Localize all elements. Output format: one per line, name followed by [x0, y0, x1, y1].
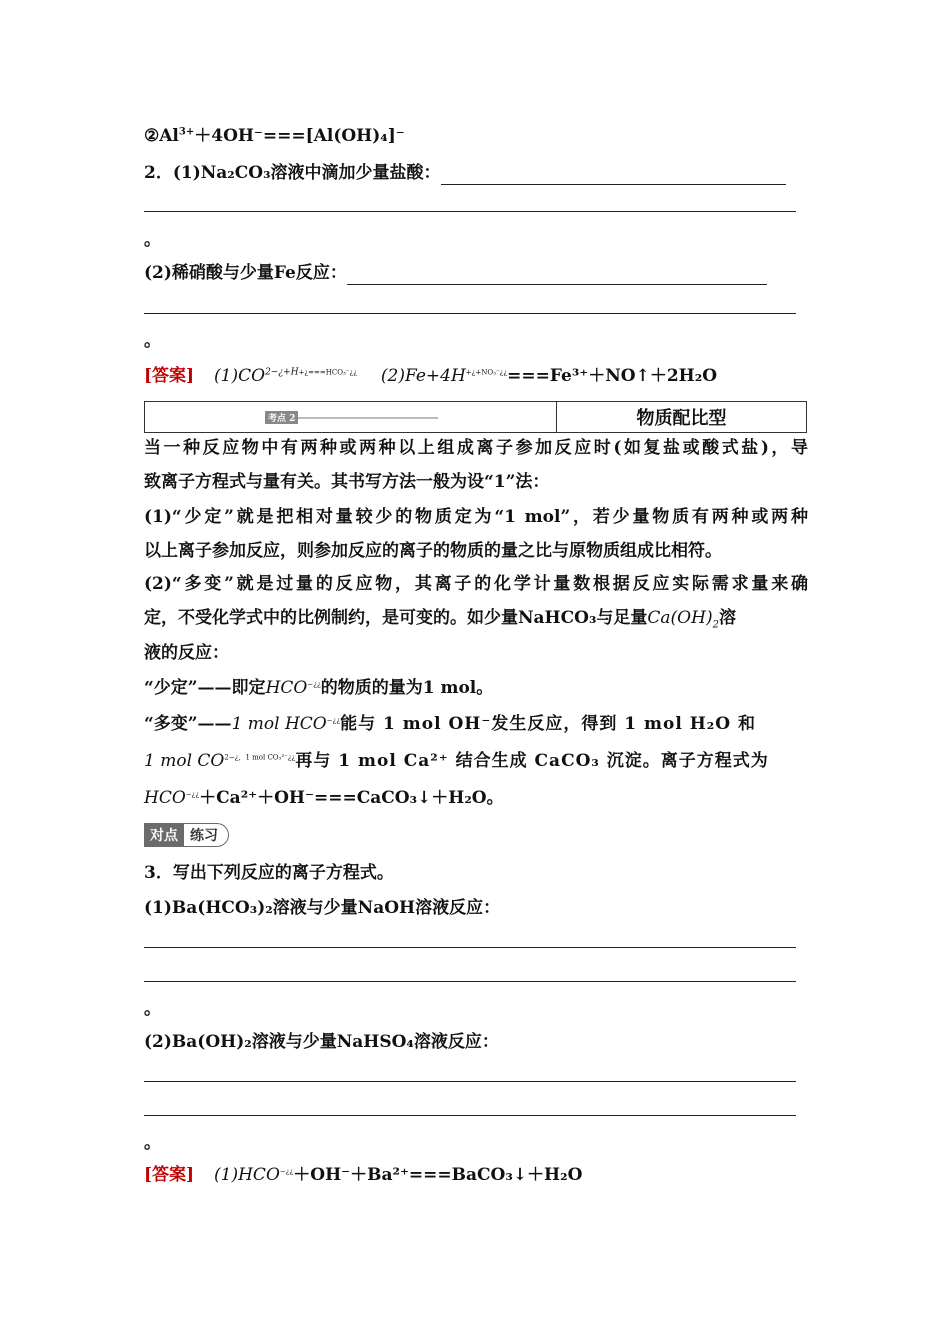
question-3: 3．写出下列反应的离子方程式。	[144, 863, 394, 883]
question-text: 2．(1)Na₂CO₃溶液中滴加少量盐酸：	[144, 163, 441, 183]
formula: ＋OH⁻＋Ba²⁺===BaCO₃↓＋H₂O	[293, 1165, 583, 1185]
paragraph-line: 致离子方程式与量有关。其书写方法一般为设“1”法：	[144, 472, 550, 492]
kp-badge: 考点 2	[265, 411, 298, 424]
equation-text: ＋4OH⁻===[Al(OH)₄]⁻	[194, 126, 405, 146]
formula: Fe+4H	[404, 366, 466, 386]
paragraph-line	[144, 676, 808, 700]
question-3-2: (2)Ba(OH)₂溶液与少量NaHSO₄溶液反应：	[144, 1032, 499, 1052]
formula: HCO	[144, 788, 186, 808]
formula: ===Fe³⁺＋NO↑＋2H₂O	[507, 366, 717, 386]
text: “多变”——	[144, 714, 232, 734]
equation-text: ②Al	[144, 126, 179, 146]
superscript: 2−¿，1 mol CO₃²⁻¿¿	[224, 753, 296, 762]
period-mark	[144, 329, 808, 353]
text: 再与 1 mol Ca²⁺ 结合生成 CaCO₃ 沉淀。离子方程式为	[295, 751, 769, 771]
period-mark	[144, 228, 808, 252]
subscript: 2	[712, 619, 719, 631]
question-2-1	[144, 161, 808, 185]
text: 能与 1 mol OH⁻发生反应，得到 1 mol H₂O 和	[340, 714, 756, 734]
answer-part: (2)	[380, 366, 405, 386]
paragraph-line: 当一种反应物中有两种或两种以上组成离子参加反应时(如复盐或酸式盐)，导	[144, 438, 808, 458]
answer-label: [答案]	[144, 1165, 195, 1185]
paragraph-line: (2)“多变”就是过量的反应物，其离子的化学计量数根据反应实际需求量来确	[144, 574, 808, 594]
period: 。	[144, 1133, 161, 1153]
answer-label: [答案]	[144, 366, 195, 386]
answer-blank-line[interactable]	[144, 947, 796, 948]
paragraph-line	[144, 606, 808, 630]
kp-title: 物质配比型	[557, 402, 807, 433]
answer-line-3	[144, 1163, 808, 1187]
question-2-2	[144, 261, 808, 285]
paragraph-line: (1)“少定”就是把相对量较少的物质定为“1 mol”，若少量物质有两种或两种	[144, 507, 808, 527]
answer-line-2	[144, 364, 808, 388]
period-mark	[144, 997, 808, 1021]
superscript: +¿+NO₃⁻¿¿	[465, 368, 508, 377]
period: 。	[144, 331, 161, 351]
text: 溶	[718, 608, 736, 628]
answer-blank-line[interactable]	[144, 1115, 796, 1116]
formula: 1 mol HCO	[231, 714, 327, 734]
answer-part: (1)	[214, 1165, 239, 1185]
text: 的物质的量为1 mol。	[320, 678, 494, 698]
text: ＋Ca²⁺＋OH⁻===CaCO₃↓＋H₂O。	[199, 788, 504, 808]
superscript: −¿¿	[279, 1167, 294, 1176]
practice-tag	[144, 823, 229, 847]
answer-part: (1)	[214, 366, 239, 386]
kp-bar	[298, 417, 438, 419]
period: 。	[144, 230, 161, 250]
paragraph-line: 以上离子参加反应，则参加反应的离子的物质的量之比与原物质组成比相符。	[144, 541, 722, 561]
superscript: 3+	[178, 126, 195, 138]
text: “少定”——即定	[144, 678, 266, 698]
formula: 1 mol CO	[144, 751, 225, 771]
superscript: +¿===HCO₃⁻¿¿	[298, 368, 357, 377]
formula: HCO	[238, 1165, 280, 1185]
answer-blank-line[interactable]	[144, 1081, 796, 1082]
paragraph-line	[144, 786, 808, 810]
question-3-1: (1)Ba(HCO₃)₂溶液与少量NaOH溶液反应：	[144, 898, 501, 918]
answer-blank[interactable]	[347, 266, 767, 285]
tag-dark: 对点	[144, 823, 184, 847]
equation-line-al	[144, 124, 808, 148]
superscript: −¿¿	[326, 716, 341, 725]
question-text: (2)稀硝酸与少量Fe反应：	[144, 263, 347, 283]
answer-blank-line[interactable]	[144, 211, 796, 212]
superscript: −¿¿	[307, 680, 321, 689]
kp-left-cell	[145, 402, 557, 433]
superscript: −¿¿	[185, 790, 200, 799]
answer-blank[interactable]	[441, 166, 786, 185]
tag-light: 练习	[184, 823, 229, 847]
period: 。	[144, 999, 161, 1019]
paragraph-line: 液的反应：	[144, 643, 229, 663]
formula: HCO	[265, 678, 308, 698]
paragraph-line	[144, 749, 808, 773]
paragraph-line	[144, 712, 808, 736]
answer-blank-line[interactable]	[144, 981, 796, 982]
formula: CO	[238, 366, 266, 386]
superscript: 2−¿+H	[265, 367, 299, 378]
formula: Ca(OH)	[647, 608, 713, 628]
knowledge-point-header	[144, 401, 807, 433]
text: 定，不受化学式中的比例制约，是可变的。如少量NaHCO₃与足量	[144, 608, 648, 628]
answer-blank-line[interactable]	[144, 313, 796, 314]
period-mark	[144, 1131, 808, 1155]
